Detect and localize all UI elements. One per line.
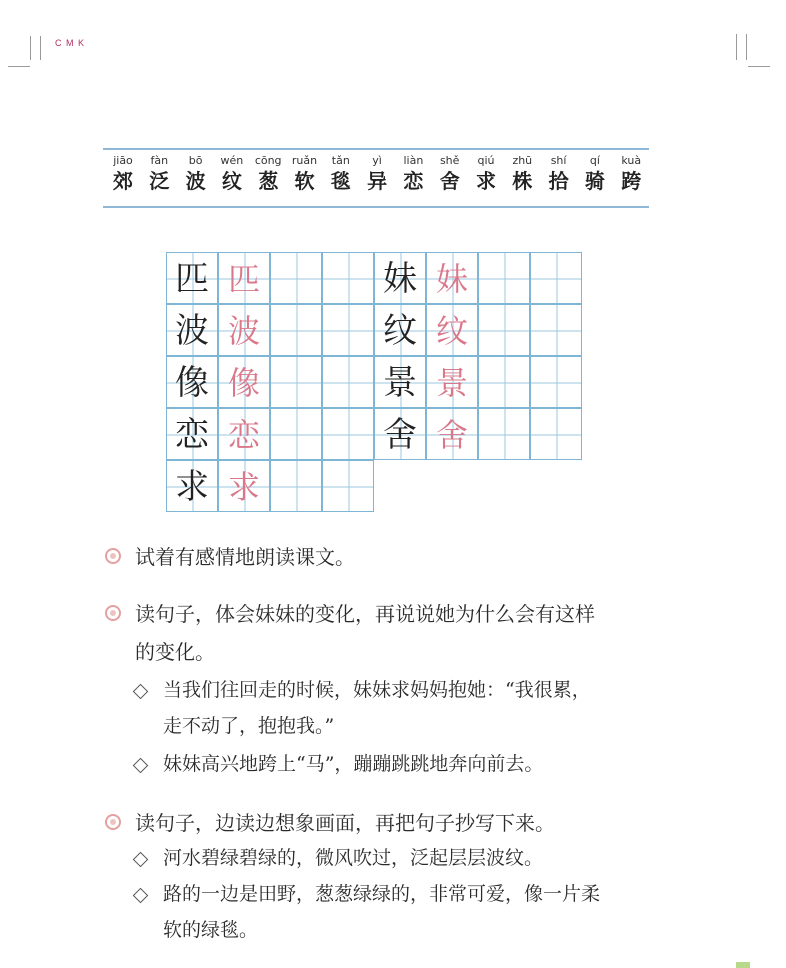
exercise-2 [105,595,705,671]
grid-cell-red [426,356,478,408]
vocab-item [504,154,540,194]
crop-mark-top-right-v [736,34,737,60]
trace-character: 纹 [435,312,468,350]
grid-cell-empty [270,356,322,408]
vocab-item [395,154,431,194]
vocab-item [359,154,395,194]
grid-cell-black [374,356,426,408]
vocab-character: 异 [367,169,388,193]
exercise-2-sentence-2 [135,746,675,782]
trace-character: 景 [435,364,468,402]
vocab-pinyin: bō [188,154,203,167]
sentence-line1: 妹妹高兴地跨上“马”，蹦蹦跳跳地奔向前去。 [163,753,544,775]
exercise-3-text: 读句子，边读边想象画面，再把句子抄写下来。 [135,811,555,835]
grid-cell-black [166,252,218,304]
vocab-item [323,154,359,194]
vocab-pinyin: ruǎn [291,154,318,167]
grid-cell-red [426,304,478,356]
grid-cell-red [218,304,270,356]
model-character: 波 [175,311,209,351]
exercise-bullet-icon [105,548,121,564]
sentence-line2: 走不动了，抱抱我。” [163,715,335,737]
grid-cell-red [426,252,478,304]
vocab-pinyin: fàn [150,154,169,167]
vocab-character: 拾 [548,169,569,193]
vocab-pinyin: kuà [621,154,642,167]
vocab-item [105,154,141,194]
vocab-pinyin: qiú [477,154,495,167]
grid-cell-black [166,460,218,512]
diamond-bullet-icon [133,888,149,904]
vocab-pinyin: wén [220,154,244,167]
grid-cell-black [374,304,426,356]
diamond-bullet-icon [133,758,149,774]
vocab-pinyin: yì [372,154,382,167]
grid-cell-black [166,408,218,460]
vocab-character: 纹 [221,169,242,193]
exercise-2-text-line2: 的变化。 [135,640,215,664]
grid-cell-empty [322,252,374,304]
vocab-pinyin: cōng [254,154,282,167]
vocab-item [178,154,214,194]
grid-cell-empty [270,408,322,460]
vocab-pinyin: jiāo [113,154,133,167]
grid-cell-red [218,408,270,460]
vocab-character: 跨 [621,169,642,193]
exercise-2-text-line1: 读句子，体会妹妹的变化，再说说她为什么会有这样 [135,602,595,626]
grid-cell-empty [478,356,530,408]
color-registration-label: C M K [55,38,86,48]
model-character: 求 [175,467,209,507]
vocab-character: 毯 [330,169,351,193]
crop-mark-top-right-v2 [746,34,747,60]
vocab-character: 泛 [149,169,170,193]
grid-cell-red [218,252,270,304]
grid-cell-empty [530,408,582,460]
grid-cell-red [218,460,270,512]
trace-character: 像 [227,364,260,402]
crop-mark-top-left-v [30,36,31,60]
vocab-item [613,154,649,194]
vocab-pinyin: shí [550,154,567,167]
vocab-pinyin: tǎn [331,154,350,167]
vocab-character: 恋 [403,169,424,193]
diamond-bullet-icon [133,852,149,868]
vocab-item [141,154,177,194]
exercise-bullet-icon [105,605,121,621]
crop-mark-top-left-h [8,66,30,67]
exercise-3-sentence-1 [135,840,675,876]
vocab-pinyin: qí [589,154,600,167]
exercise-3 [105,804,705,842]
sentence-line1: 路的一边是田野，葱葱绿绿的，非常可爱，像一片柔 [163,883,601,905]
trace-character: 恋 [227,416,260,454]
vocab-character: 软 [294,169,315,193]
sentence-line1: 河水碧绿碧绿的，微风吹过，泛起层层波纹。 [163,847,544,869]
grid-cell-black [166,304,218,356]
vocab-item [250,154,286,194]
grid-cell-empty [530,304,582,356]
vocab-character: 骑 [584,169,605,193]
vocab-character: 求 [476,169,496,193]
exercise-1 [105,538,705,576]
grid-cell-red [218,356,270,408]
exercise-2-sentence-1 [135,672,675,744]
sentence-line2: 软的绿毯。 [163,919,259,941]
model-character: 景 [383,363,417,403]
grid-cell-empty [478,408,530,460]
grid-cell-black [166,356,218,408]
grid-cell-empty [478,304,530,356]
diamond-bullet-icon [133,684,149,700]
trace-character: 妹 [435,260,468,298]
model-character: 纹 [383,311,417,351]
grid-cell-empty [322,304,374,356]
vocab-pinyin: zhū [512,154,533,167]
trace-character: 舍 [435,416,468,454]
vocabulary-strip [103,148,649,208]
sentence-line1: 当我们往回走的时候，妹妹求妈妈抱她：“我很累， [163,679,591,701]
grid-cell-empty [270,460,322,512]
vocab-pinyin: shě [439,154,460,167]
grid-cell-empty [530,356,582,408]
grid-cell-black [374,252,426,304]
crop-mark-top-left-v2 [40,36,41,60]
grid-cell-empty [322,460,374,512]
grid-cell-empty [530,252,582,304]
grid-cell-empty [322,408,374,460]
trace-character: 匹 [227,260,260,298]
model-character: 恋 [175,415,209,455]
vocab-item [214,154,250,194]
vocab-character: 株 [512,169,533,193]
exercise-1-text: 试着有感情地朗读课文。 [135,545,355,569]
model-character: 像 [175,363,209,403]
grid-cell-black [374,408,426,460]
grid-cell-empty [270,304,322,356]
vocab-pinyin: liàn [403,154,424,167]
grid-cell-empty [322,356,374,408]
model-character: 匹 [175,259,209,299]
vocab-character: 波 [185,169,206,193]
vocab-character: 葱 [258,169,279,193]
exercise-bullet-icon [105,814,121,830]
model-character: 妹 [383,259,417,299]
vocab-character: 郊 [113,169,133,193]
grid-cell-red [426,408,478,460]
vocab-item [468,154,504,194]
vocab-item [577,154,613,194]
trace-character: 波 [227,312,260,350]
grid-cell-empty [270,252,322,304]
vocab-item [432,154,468,194]
model-character: 舍 [383,415,417,455]
vocab-item [541,154,577,194]
grid-cell-empty [478,252,530,304]
vocab-item [287,154,323,194]
exercise-3-sentence-2 [135,876,675,948]
page-corner-mark [736,962,750,968]
trace-character: 求 [227,468,260,506]
crop-mark-top-right-h [748,66,770,67]
vocab-character: 舍 [439,169,460,193]
